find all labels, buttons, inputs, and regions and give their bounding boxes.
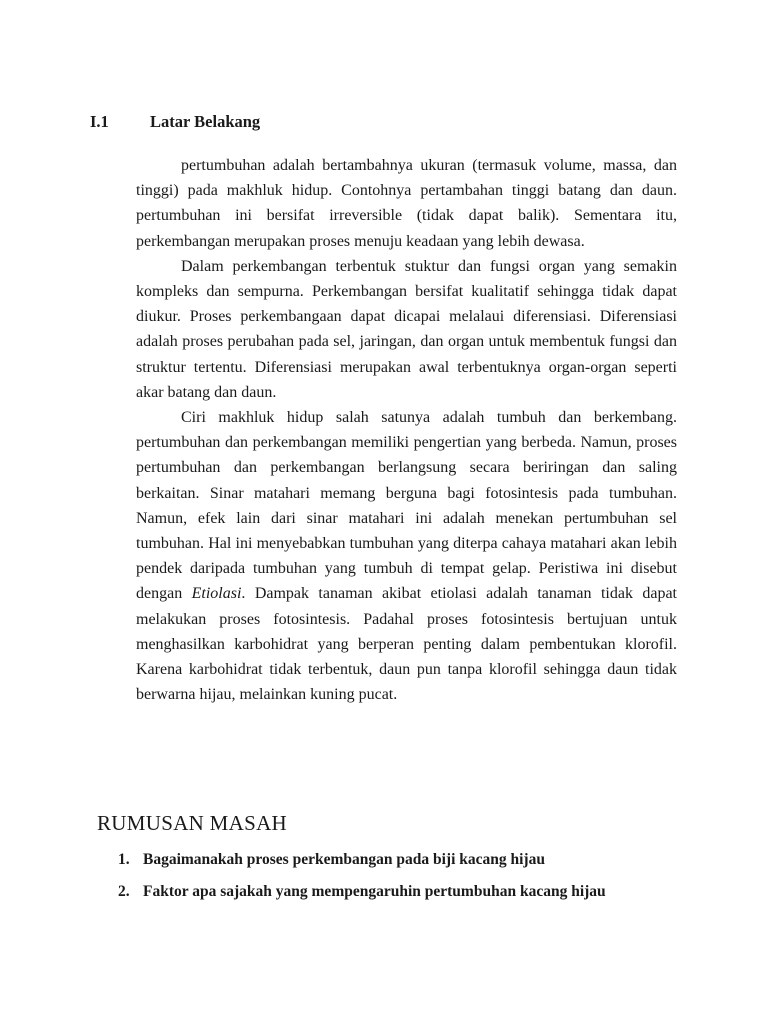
etiolasi-term: Etiolasi (191, 585, 242, 603)
section-heading (90, 112, 260, 132)
list-item (118, 881, 606, 913)
paragraph-3-text-a: Ciri makhluk hidup salah satunya adalah tumbuh dan berkembang. pertumbuhan dan perkembangan memiliki pengertian yang berbeda. Namun, proses pertumbuhan dan perkembangan berlangsung secara beriringan dan saling berkaitan. Sinar matahari memang berguna bagi fotosintesis pada tumbuhan. Namun, efek lain dari sinar matahari ini adalah menekan pertumbuhan sel tumbuhan. Hal ini menyebabkan tumbuhan yang diterpa cahaya matahari akan lebih pendek daripada tumbuhan yang tumbuh di tempat gelap. Peristiwa ini disebut dengan (136, 409, 677, 603)
list-item (118, 849, 606, 881)
rumusan-list (118, 849, 606, 913)
section-title: Latar Belakang (150, 112, 261, 131)
paragraph-3 (136, 405, 677, 707)
paragraph-1: pertumbuhan adalah bertambahnya ukuran (termasuk volume, massa, dan tinggi) pada makhluk hidup. Contohnya pertambahan tinggi batang dan daun. pertumbuhan ini bersifat irreversible (tidak dapat balik). Sementara itu, perkembangan merupakan proses menuju keadaan yang lebih dewasa. (136, 157, 677, 250)
paragraph-3-text-b: . Dampak tanaman akibat etiolasi adalah tanaman tidak dapat melakukan proses fotosintesis. Padahal proses fotosintesis bertujuan untuk menghasilkan karbohidrat yang berperan penting dalam pembentukan klorofil. Karena karbohidrat tidak terbentuk, daun pun tanpa klorofil sehingga daun tidak berwarna hijau, melainkan kuning pucat. (136, 585, 678, 704)
list-item-number: 2. (118, 883, 130, 900)
list-item-text: Faktor apa sajakah yang mempengaruhin pertumbuhan kacang hijau (143, 883, 606, 900)
list-item-text: Bagaimanakah proses perkembangan pada biji kacang hijau (143, 851, 545, 868)
paragraph-2: Dalam perkembangan terbentuk stuktur dan fungsi organ yang semakin kompleks dan sempurna. Perkembangan bersifat kualitatif sehingga tidak dapat diukur. Proses perkembangaan dapat dicapai melalaui diferensiasi. Diferensiasi adalah proses perubahan pada sel, jaringan, dan organ untuk membentuk fungsi dan struktur tertentu. Diferensiasi merupakan awal terbentuknya organ-organ seperti akar batang dan daun. (136, 257, 677, 401)
rumusan-title: RUMUSAN MASAH (97, 811, 288, 835)
body-text (136, 153, 677, 707)
section-number: I.1 (90, 112, 109, 131)
list-item-number: 1. (118, 851, 130, 868)
